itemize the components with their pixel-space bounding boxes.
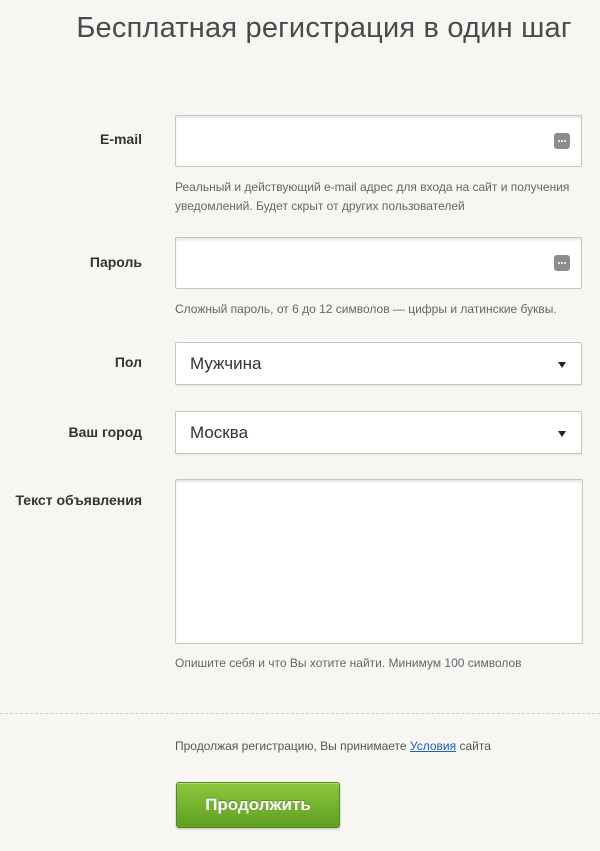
email-hint: Реальный и действующий e-mail адрес для входа на сайт и получения уведомлений. Будет скрыт от других пользователей (175, 180, 570, 213)
city-selected-value: Москва (190, 423, 249, 442)
ad-text-label: Текст объявления (15, 492, 142, 508)
email-label: E-mail (99, 131, 142, 147)
terms-link[interactable]: Условия (409, 739, 457, 753)
keychain-autofill-icon[interactable] (554, 255, 570, 271)
continue-button[interactable]: Продолжить (176, 782, 340, 828)
keychain-autofill-icon[interactable] (554, 133, 570, 149)
city-select[interactable] (175, 411, 582, 454)
password-field-wrapper (175, 237, 582, 289)
email-field[interactable] (176, 116, 536, 166)
email-field-wrapper (175, 115, 582, 167)
gender-label: Пол (114, 354, 142, 370)
ad-text-area[interactable] (175, 479, 583, 644)
page-title: Бесплатная регистрация в один шаг (76, 12, 572, 44)
dropdown-arrow-icon (558, 362, 566, 368)
dropdown-arrow-icon (558, 431, 566, 437)
gender-selected-value: Мужчина (190, 354, 262, 373)
city-label: Ваш город (68, 424, 142, 440)
ad-text-hint: Опишите себя и что Вы хотите найти. Минимум 100 символов (175, 656, 522, 670)
terms-prefix: Продолжая регистрацию, Вы принимаете (175, 739, 410, 753)
section-divider (0, 713, 600, 714)
terms-notice (175, 739, 491, 753)
password-hint: Сложный пароль, от 6 до 12 символов — цифры и латинские буквы. (175, 302, 557, 316)
password-label: Пароль (89, 254, 142, 270)
gender-select[interactable] (175, 342, 582, 385)
password-field[interactable] (176, 238, 536, 288)
terms-suffix: сайта (456, 739, 491, 753)
